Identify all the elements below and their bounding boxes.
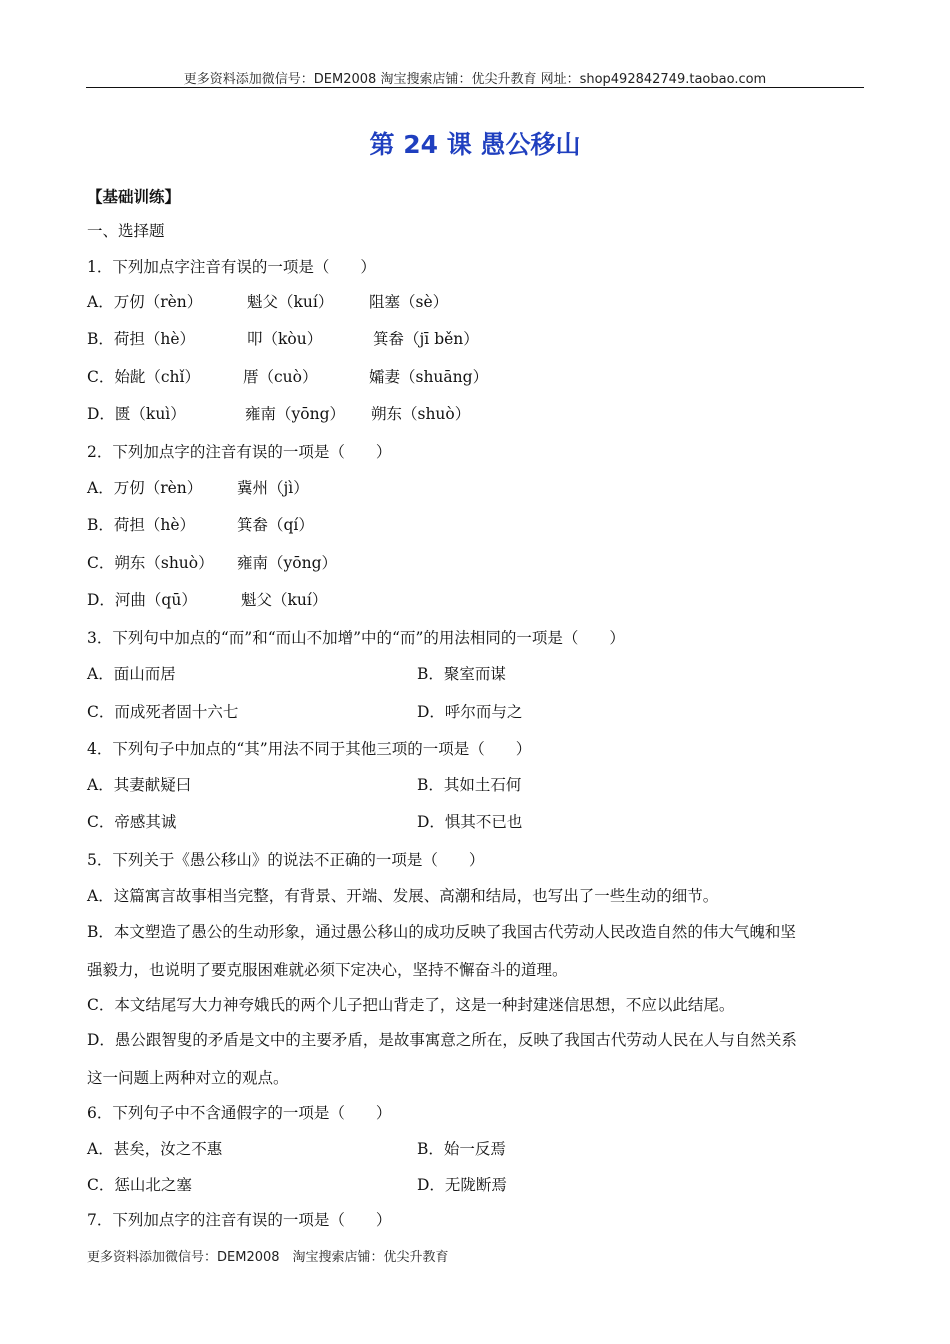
- q4-c: C．帝感其诚: [87, 813, 177, 831]
- q7-stem: 7．下列加点字的注音有误的一项是（ ）: [87, 1211, 392, 1229]
- q1-option-b: [87, 329, 479, 349]
- q3-c: C．而成死者固十六七: [87, 703, 239, 721]
- q5-d-line1: D．愚公跟智叟的矛盾是文中的主要矛盾，是故事寓意之所在，反映了我国古代劳动人民在人与自然关系: [87, 1031, 797, 1049]
- q1-c-2: 厝（cuò）: [243, 368, 318, 386]
- q5-stem: 5．下列关于《愚公移山》的说法不正确的一项是（ ）: [87, 851, 485, 869]
- q2-b-1: B．荷担（hè）: [87, 516, 196, 534]
- q2-option-b: [87, 515, 314, 535]
- q1-d-2: 雍南（yōng）: [245, 405, 345, 423]
- q4-options-ab: [87, 775, 521, 795]
- q5-d-line2: 这一问题上两种对立的观点。: [87, 1069, 289, 1087]
- q5-c: C．本文结尾写大力神夸娥氏的两个儿子把山背走了，这是一种封建迷信思想，不应以此结尾。: [87, 996, 735, 1014]
- q1-b-1: B．荷担（hè）: [87, 330, 196, 348]
- q1-b-3: 箕畚（jī běn）: [373, 330, 479, 348]
- q3-options-cd: [87, 702, 522, 722]
- q6-c: C．惩山北之塞: [87, 1176, 192, 1194]
- page-footer: 更多资料添加微信号：DEM2008 淘宝搜索店铺：优尖升教育: [87, 1250, 449, 1265]
- part-heading: 一、选择题: [87, 222, 165, 240]
- q2-option-a: [87, 478, 309, 498]
- q6-a: A．甚矣，汝之不惠: [87, 1140, 223, 1158]
- q1-d-3: 朔东（shuò）: [371, 405, 471, 423]
- q6-d: D．无陇断焉: [417, 1176, 507, 1194]
- q1-c-1: C．始龀（chǐ）: [87, 368, 200, 386]
- q2-b-2: 箕畚（qí）: [237, 516, 314, 534]
- q5-b-line2: 强毅力，也说明了要克服困难就必须下定决心，坚持不懈奋斗的道理。: [87, 961, 568, 979]
- q1-c-3: 孀妻（shuāng）: [369, 368, 489, 386]
- q6-options-ab: [87, 1139, 506, 1159]
- q4-d: D．惧其不已也: [417, 813, 523, 831]
- q2-d-1: D．河曲（qū）: [87, 591, 197, 609]
- q5-a: A．这篇寓言故事相当完整，有背景、开端、发展、高潮和结局，也写出了一些生动的细节。: [87, 887, 719, 905]
- lesson-title: 第 24 课 愚公移山: [369, 130, 581, 159]
- q3-options-ab: [87, 664, 506, 684]
- q1-a-3: 阻塞（sè）: [369, 293, 449, 311]
- q3-a: A．面山而居: [87, 665, 176, 683]
- q1-stem: 1．下列加点字注音有误的一项是（ ）: [87, 258, 376, 276]
- q5-b-line1: B．本文塑造了愚公的生动形象，通过愚公移山的成功反映了我国古代劳动人民改造自然的伟大气魄和坚: [87, 923, 796, 941]
- q2-stem: 2．下列加点字的注音有误的一项是（ ）: [87, 443, 392, 461]
- q4-options-cd: [87, 812, 522, 832]
- header-rule: [86, 87, 864, 88]
- page-header: 更多资料添加微信号：DEM2008 淘宝搜索店铺：优尖升教育 网址：shop492842749.taobao.com: [183, 72, 767, 87]
- q4-stem: 4．下列句子中加点的“其”用法不同于其他三项的一项是（ ）: [87, 740, 532, 758]
- q1-a-2: 魁父（kuí）: [247, 293, 334, 311]
- q3-stem: 3．下列句中加点的“而”和“而山不加增”中的“而”的用法相同的一项是（ ）: [87, 629, 625, 647]
- q2-d-2: 魁父（kuí）: [241, 591, 328, 609]
- q2-option-d: [87, 590, 327, 610]
- q1-a-1: A．万仞（rèn）: [87, 293, 203, 311]
- q3-b: B．聚室而谋: [417, 665, 506, 683]
- q6-options-cd: [87, 1175, 507, 1195]
- q2-c-1: C．朔东（shuò）: [87, 554, 214, 572]
- q1-d-1: D．匮（kuì）: [87, 405, 186, 423]
- q6-stem: 6．下列句子中不含通假字的一项是（ ）: [87, 1104, 392, 1122]
- q2-c-2: 雍南（yōng）: [237, 554, 337, 572]
- q1-option-d: [87, 404, 470, 424]
- q2-a-1: A．万仞（rèn）: [87, 479, 203, 497]
- q1-option-c: [87, 367, 488, 387]
- q2-a-2: 冀州（jì）: [237, 479, 309, 497]
- q1-option-a: [87, 292, 448, 312]
- q1-b-2: 叩（kòu）: [247, 330, 323, 348]
- q2-option-c: [87, 553, 337, 573]
- q6-b: B．始一反焉: [417, 1140, 506, 1158]
- q4-b: B．其如土石何: [417, 776, 522, 794]
- q3-d: D．呼尔而与之: [417, 703, 523, 721]
- section-heading: 【基础训练】: [87, 187, 181, 206]
- q4-a: A．其妻献疑曰: [87, 776, 192, 794]
